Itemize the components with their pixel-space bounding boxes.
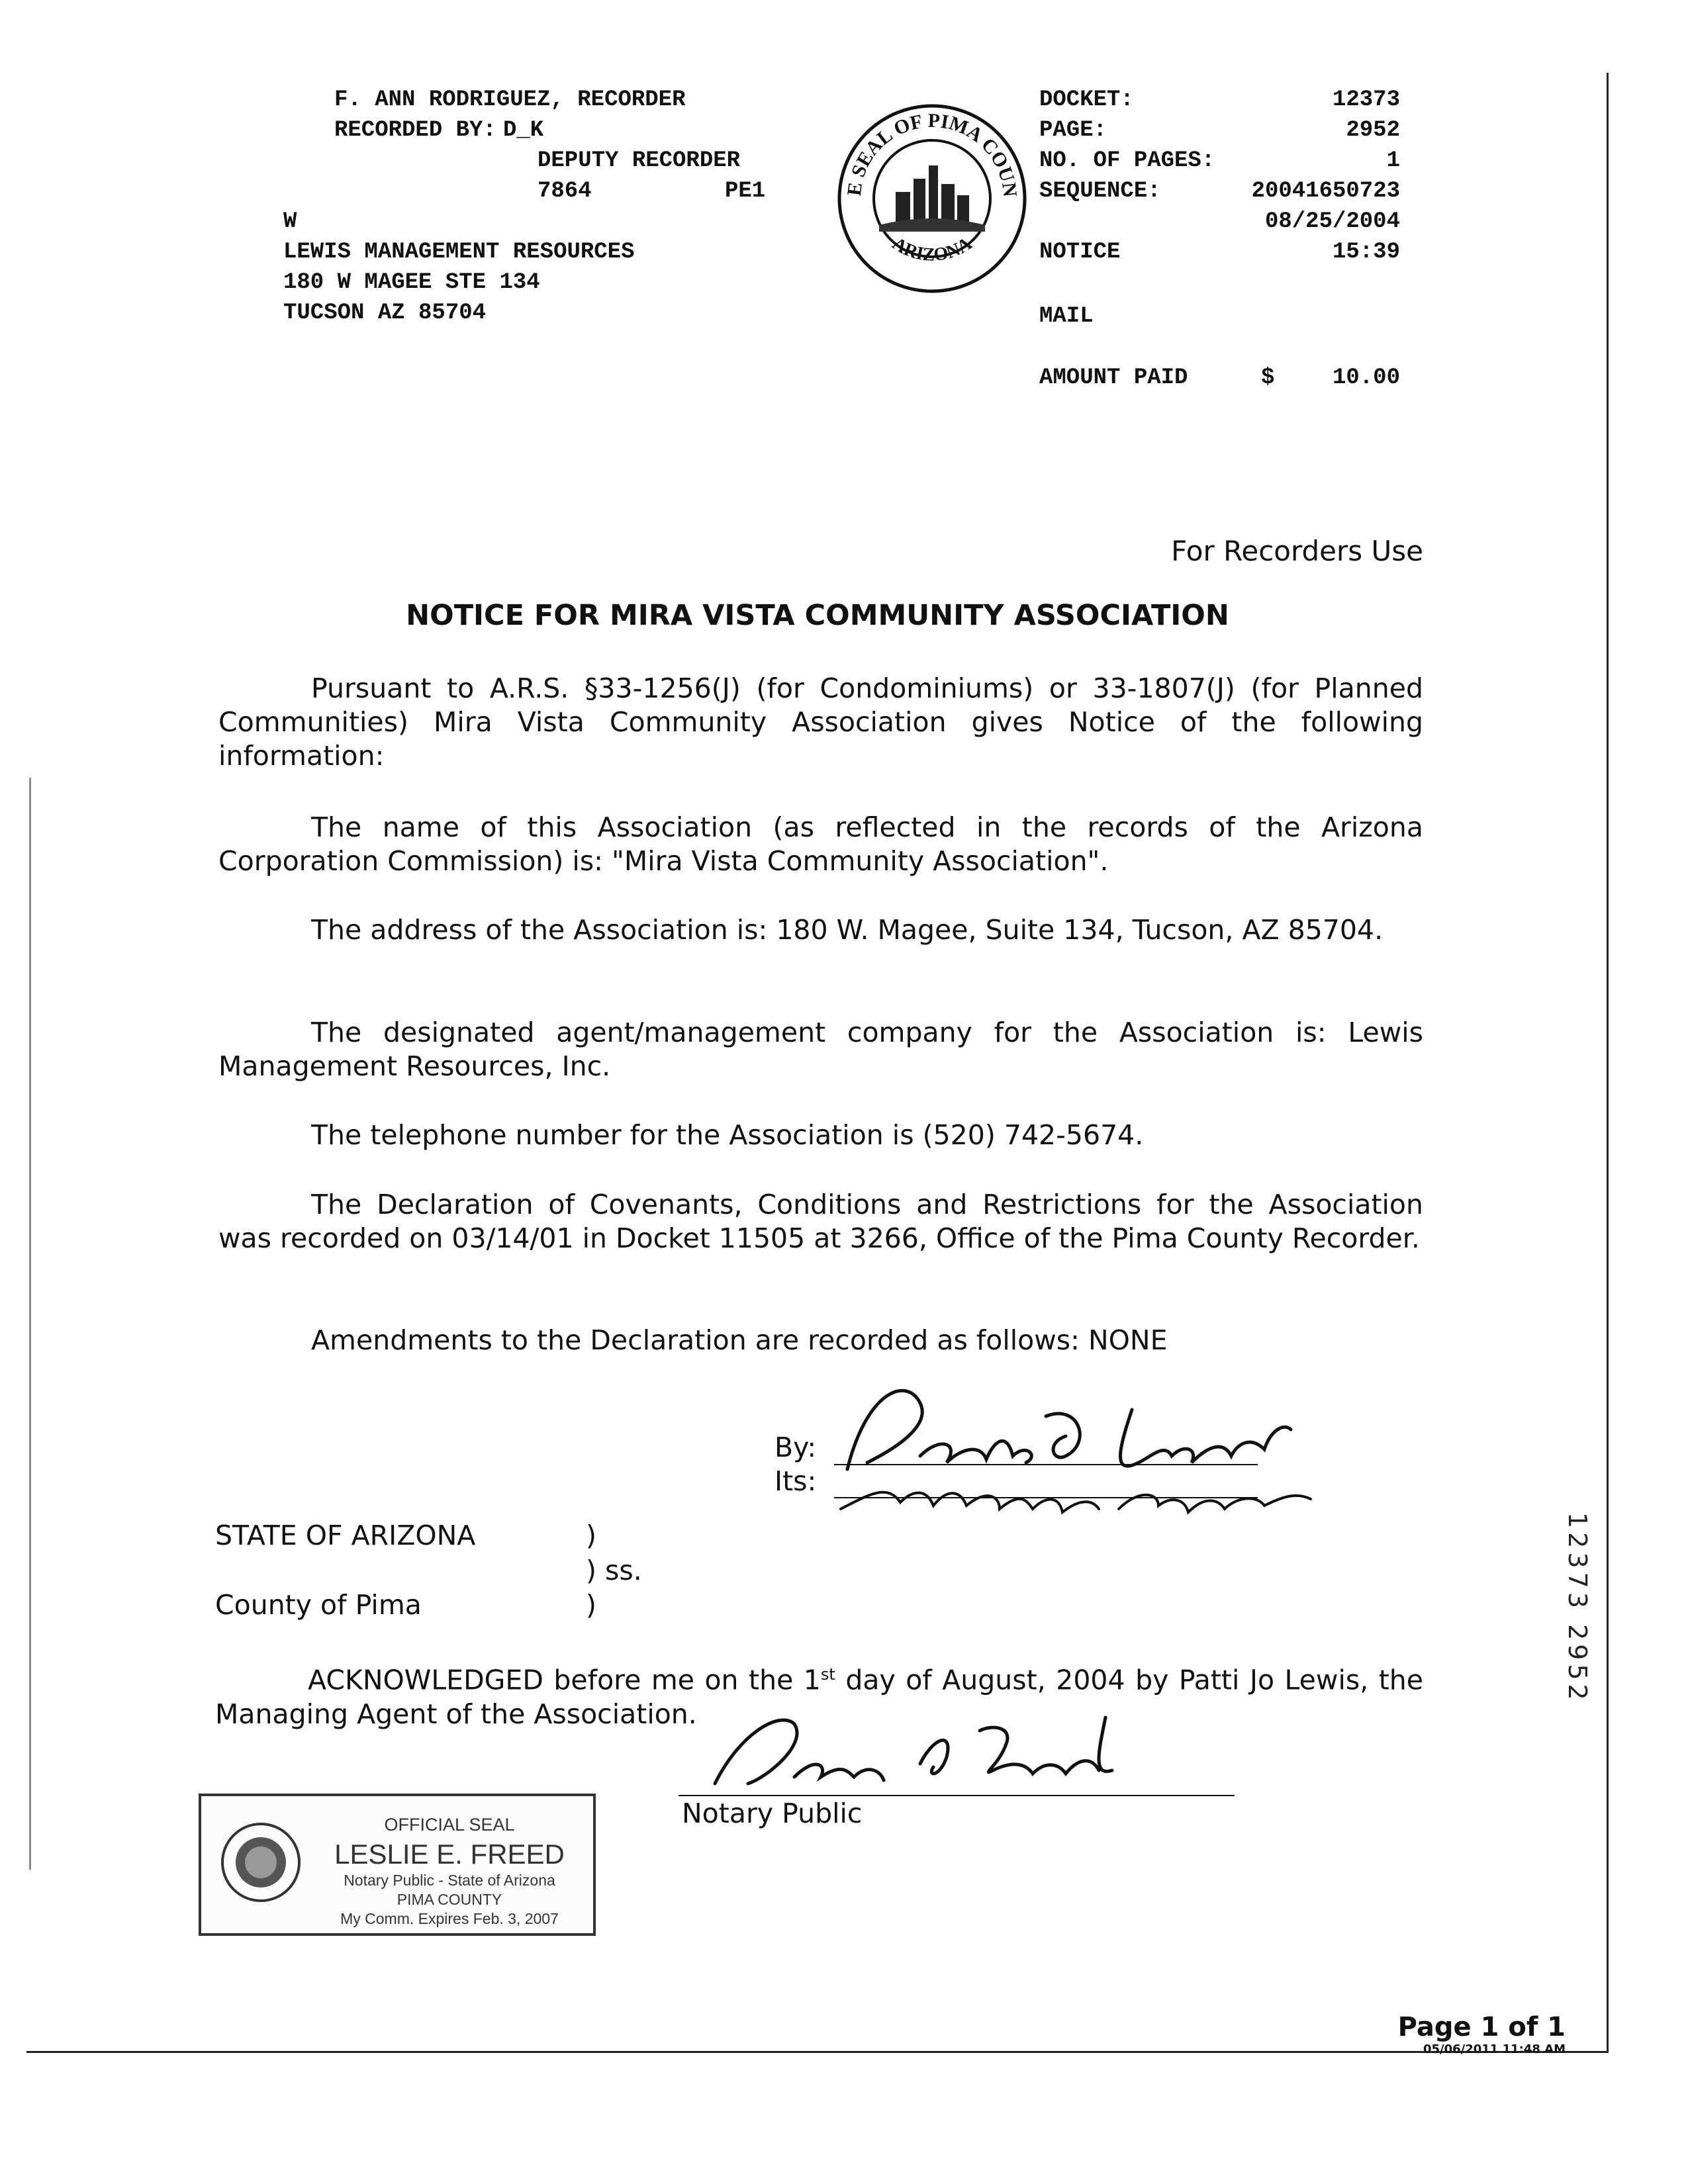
mail-to-line-1: LEWIS MANAGEMENT RESOURCES (283, 240, 635, 265)
notary-stamp-seal (220, 1821, 303, 1904)
stamp-line-official-seal: OFFICIAL SEAL (384, 1815, 515, 1835)
document-type: NOTICE (1039, 240, 1121, 265)
num-pages-label: NO. OF PAGES: (1039, 148, 1215, 173)
paragraph-name: The name of this Association (as reflected in the records of the Arizona Corporation Commission) is: "Mira Vista Community Association". (218, 811, 1423, 877)
notary-signature-line (679, 1795, 1235, 1796)
mail-to-line-2: 180 W MAGEE STE 134 (283, 270, 540, 295)
docket-value: 12373 (1332, 87, 1400, 113)
venue-paren-top: ) (586, 1520, 596, 1551)
recorder-code-pe: PE1 (725, 179, 766, 204)
stamp-line-state: Notary Public - State of Arizona (344, 1872, 555, 1889)
left-scan-mark (29, 778, 31, 1870)
docket-label: DOCKET: (1039, 87, 1134, 113)
paragraph-address: The address of the Association is: 180 W. Magee, Suite 134, Tucson, AZ 85704. (311, 914, 1383, 946)
seal-bottom-text: ARIZONA (888, 233, 976, 266)
by-label: By: (774, 1432, 817, 1463)
notary-public-label: Notary Public (682, 1797, 863, 1829)
sequence-label: SEQUENCE: (1039, 179, 1161, 204)
venue-county: County of Pima (215, 1589, 422, 1621)
notary-stamp (199, 1794, 596, 1936)
acknowledgment-suffix: day of August, 2004 by Patti Jo Lewis, the Managing Agent of the Association. (215, 1664, 1424, 1730)
recorded-date: 08/25/2004 (1264, 209, 1400, 234)
paragraph-declaration: The Declaration of Covenants, Conditions and Restrictions for the Association was recorded on 03/14/01 in Docket 11505 at 3266, Office of the Pima County Recorder. (218, 1189, 1423, 1254)
footer-timestamp: 05/06/2011 11:48 AM (1423, 2042, 1566, 2056)
recorded-by-value: D_K (503, 118, 544, 143)
notice-title: NOTICE FOR MIRA VISTA COMMUNITY ASSOCIATION (406, 599, 1229, 632)
amount-paid-value: 10.00 (1332, 365, 1400, 390)
venue-ss: ) ss. (586, 1555, 642, 1586)
paragraph-agent: The designated agent/management company for the Association is: Lewis Management Resources, Inc. (218, 1017, 1423, 1082)
w-mark: W (283, 209, 297, 234)
acknowledgment-ordinal: st (820, 1665, 835, 1684)
delivery-method: MAIL (1039, 304, 1094, 329)
page-label: PAGE: (1039, 118, 1107, 143)
stamp-line-expiration: My Comm. Expires Feb. 3, 2007 (340, 1910, 559, 1927)
amount-paid-label: AMOUNT PAID (1039, 365, 1188, 390)
recorders-use-label: For Recorders Use (1171, 535, 1423, 567)
venue-state: STATE OF ARIZONA (215, 1520, 476, 1551)
pima-county-seal (833, 99, 1031, 298)
recorder-code-num: 7864 (538, 179, 592, 204)
recorder-name: F. ANN RODRIGUEZ, RECORDER (334, 87, 686, 113)
margin-docket-number: 12373 2952 (1563, 1512, 1592, 1704)
page-value: 2952 (1346, 118, 1400, 143)
paragraph-statute: Pursuant to A.R.S. §33-1256(J) (for Condominiums) or 33-1807(J) (for Planned Communities) Mira Vista Community Association gives Notice of the following information: (218, 672, 1423, 772)
right-border-line (1607, 73, 1609, 2052)
notary-signature (702, 1704, 1152, 1803)
deputy-recorder: DEPUTY RECORDER (538, 148, 741, 173)
amount-currency: $ (1261, 365, 1275, 390)
seal-top-text: E SEAL OF PIMA COUN (843, 109, 1021, 199)
footer-page-number: Page 1 of 1 (1397, 2012, 1566, 2042)
num-pages-value: 1 (1386, 148, 1400, 173)
paragraph-amendments: Amendments to the Declaration are recorded as follows: NONE (311, 1324, 1168, 1356)
paragraph-telephone: The telephone number for the Association is (520) 742-5674. (311, 1119, 1144, 1151)
acknowledgment-prefix: ACKNOWLEDGED before me on the 1 (308, 1664, 821, 1696)
stamp-line-county: PIMA COUNTY (397, 1891, 502, 1908)
recorded-by-label: RECORDED BY: (334, 118, 496, 143)
its-label: Its: (774, 1465, 817, 1497)
recorded-time: 15:39 (1332, 240, 1400, 265)
venue-paren-bottom: ) (586, 1589, 596, 1621)
stamp-line-notary-name: LESLIE E. FREED (334, 1839, 565, 1870)
managing-agent-signature (827, 1363, 1331, 1529)
mail-to-line-3: TUCSON AZ 85704 (283, 300, 487, 326)
sequence-value: 20041650723 (1251, 179, 1400, 204)
